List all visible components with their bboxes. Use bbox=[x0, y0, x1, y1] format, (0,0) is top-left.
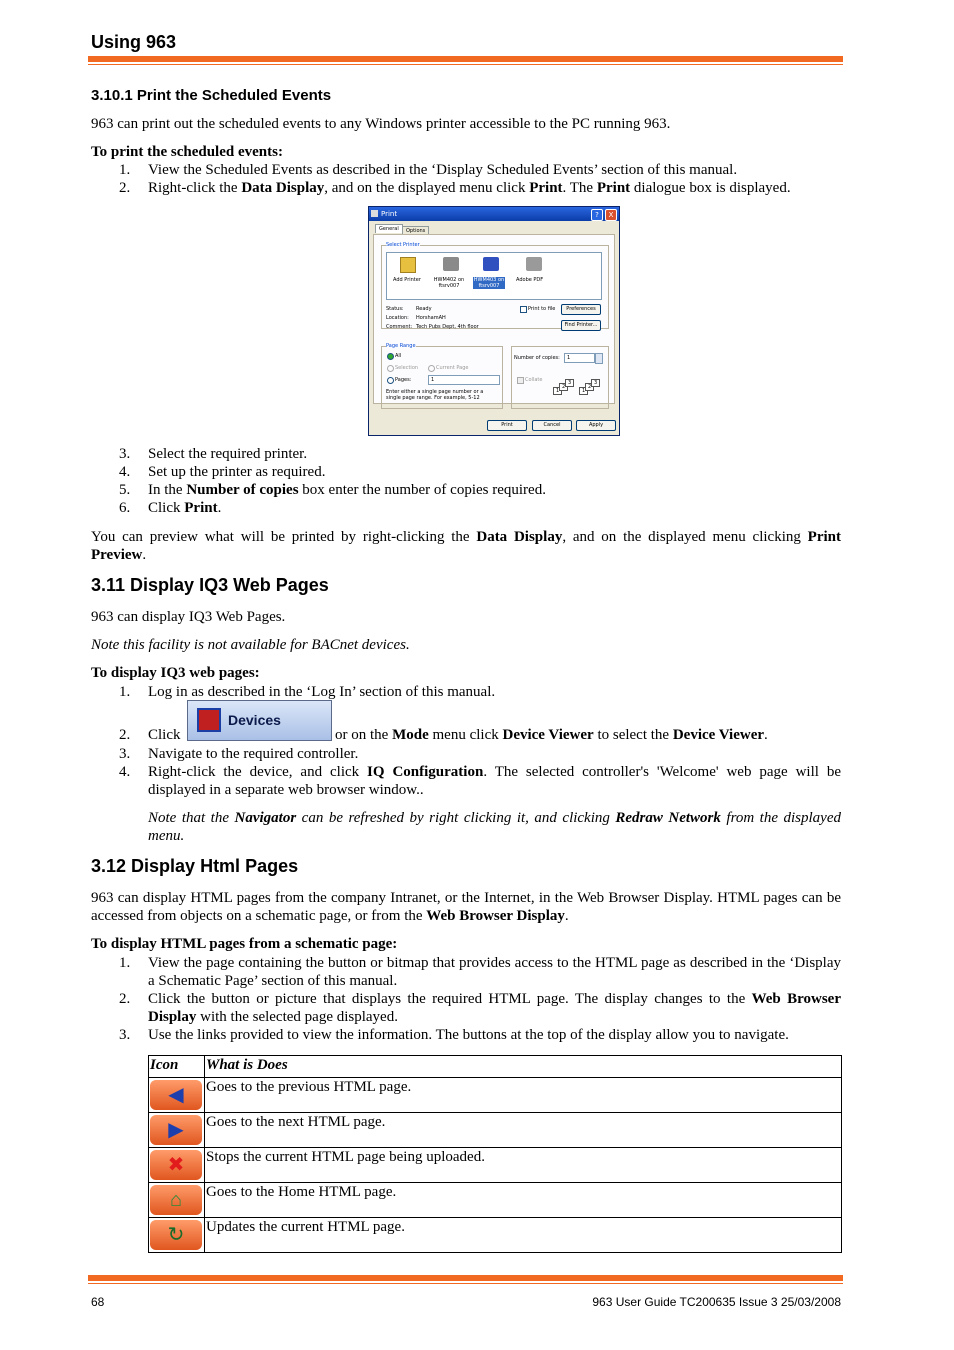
add-printer-icon[interactable] bbox=[400, 257, 416, 273]
icon-table bbox=[148, 1055, 842, 1253]
list-item-text: Click bbox=[148, 727, 181, 743]
list-item-number: 2. bbox=[119, 727, 131, 743]
list-item: 2. Click the button or picture that displays the required HTML page. The display changes to the Web Browser Display with the selected page displayed. bbox=[119, 991, 841, 1025]
collate-checkbox[interactable] bbox=[517, 377, 524, 384]
printer-name: Add Printer bbox=[393, 277, 421, 283]
list-item: 4. Set up the printer as required. bbox=[119, 464, 326, 480]
copies-label: Number of copies: bbox=[514, 355, 560, 361]
table-row bbox=[149, 1113, 842, 1148]
procedure-title: To display IQ3 web pages: bbox=[91, 665, 260, 681]
preferences-button[interactable]: Preferences bbox=[561, 304, 601, 315]
all-label: All bbox=[395, 353, 402, 359]
section-heading-3-10-1: 3.10.1 Print the Scheduled Events bbox=[91, 87, 332, 104]
table-row bbox=[149, 1148, 842, 1183]
devices-button-label: Devices bbox=[228, 712, 281, 728]
printer-icon bbox=[371, 210, 378, 217]
selection-radio[interactable] bbox=[387, 365, 394, 372]
printer-name: HWM402 on ftsrv007 bbox=[433, 277, 465, 289]
icon-cell bbox=[149, 1148, 205, 1183]
steps-list bbox=[91, 745, 841, 799]
footer-rule-thin bbox=[88, 1283, 843, 1284]
pages-radio[interactable] bbox=[387, 377, 394, 384]
list-item: 1. View the page containing the button or bitmap that provides access to the HTML page as described in the ‘Display a Schematic Page’ section of this manual. bbox=[119, 955, 841, 989]
tab-options[interactable]: Options bbox=[402, 226, 429, 236]
stop-icon[interactable]: ✖ bbox=[150, 1150, 202, 1180]
print-to-file-checkbox[interactable] bbox=[520, 306, 527, 313]
dialog-title: Print bbox=[381, 210, 398, 218]
location-label: Location: bbox=[386, 315, 409, 321]
note: Note this facility is not available for BACnet devices. bbox=[91, 637, 410, 653]
printer-icon[interactable] bbox=[483, 257, 499, 271]
back-arrow-icon[interactable]: ◀ bbox=[150, 1080, 202, 1110]
description-cell: Goes to the Home HTML page. bbox=[205, 1183, 842, 1218]
list-item: 3. Use the links provided to view the information. The buttons at the top of the display allow you to navigate. bbox=[119, 1027, 789, 1043]
list-item: 6. Click Print. bbox=[119, 500, 222, 516]
description-cell: Updates the current HTML page. bbox=[205, 1218, 842, 1253]
table-header-row bbox=[149, 1056, 842, 1078]
footer-rule bbox=[88, 1275, 843, 1281]
procedure-title: To print the scheduled events: bbox=[91, 144, 283, 160]
forward-arrow-icon[interactable]: ▶ bbox=[150, 1115, 202, 1145]
dialog-titlebar bbox=[369, 207, 619, 221]
running-header: Using 963 bbox=[91, 32, 177, 52]
printer-name-selected: HWM403 on ftsrv007 bbox=[473, 277, 505, 289]
collate-page: 2 bbox=[559, 383, 568, 391]
group-label: Select Printer bbox=[386, 242, 420, 248]
printer-name: Adobe PDF bbox=[516, 277, 544, 283]
icon-cell bbox=[149, 1078, 205, 1113]
print-dialog bbox=[368, 206, 620, 436]
collate-page: 3 bbox=[591, 379, 600, 387]
table-row bbox=[149, 1078, 842, 1113]
description-cell: Goes to the next HTML page. bbox=[205, 1113, 842, 1148]
current-page-radio[interactable] bbox=[428, 365, 435, 372]
header-rule bbox=[88, 56, 843, 62]
section-heading-3-11: 3.11 Display IQ3 Web Pages bbox=[91, 575, 329, 595]
page-range-hint: Enter either a single page number or a single page range. For example, 5-12 bbox=[386, 389, 484, 401]
printer-icon[interactable] bbox=[443, 257, 459, 271]
table-row bbox=[149, 1218, 842, 1253]
group-label: Page Range bbox=[386, 343, 416, 349]
refresh-icon[interactable]: ↻ bbox=[150, 1220, 202, 1250]
paragraph: You can preview what will be printed by right-clicking the Data Display, and on the displayed menu clicking Print Preview. bbox=[91, 529, 841, 563]
column-header: Icon bbox=[149, 1056, 205, 1078]
find-printer-button[interactable]: Find Printer... bbox=[561, 320, 601, 331]
steps-list bbox=[91, 954, 841, 1044]
copies-spinner[interactable] bbox=[595, 353, 603, 364]
page-number: 68 bbox=[91, 1295, 105, 1309]
print-button[interactable]: Print bbox=[487, 420, 527, 431]
icon-cell bbox=[149, 1218, 205, 1253]
collate-label: Collate bbox=[525, 377, 543, 383]
document-id: 963 User Guide TC200635 Issue 3 25/03/2008 bbox=[592, 1295, 841, 1309]
comment-label: Comment: bbox=[386, 324, 413, 330]
selection-label: Selection bbox=[395, 365, 419, 371]
procedure-title: To display HTML pages from a schematic page: bbox=[91, 936, 398, 952]
current-page-label: Current Page bbox=[436, 365, 469, 371]
steps-list bbox=[91, 445, 841, 517]
paragraph: 963 can display HTML pages from the company Intranet, or the Internet, in the Web Browser Display. HTML pages can be accessed from objects on a schematic page, or from the Web Browser Display. bbox=[91, 890, 841, 924]
paragraph: 963 can print out the scheduled events to any Windows printer accessible to the PC running 963. bbox=[91, 116, 671, 132]
section-heading-3-12: 3.12 Display Html Pages bbox=[91, 856, 299, 876]
icon-cell bbox=[149, 1113, 205, 1148]
print-to-file-label: Print to file bbox=[528, 306, 556, 312]
icon-cell bbox=[149, 1183, 205, 1218]
list-item: 5. In the Number of copies box enter the number of copies required. bbox=[119, 482, 546, 498]
description-cell: Goes to the previous HTML page. bbox=[205, 1078, 842, 1113]
column-header: What is Does bbox=[205, 1056, 842, 1078]
collate-page: 2 bbox=[585, 383, 594, 391]
pages-input[interactable]: 1 bbox=[428, 375, 500, 385]
collate-page: 3 bbox=[565, 379, 574, 387]
comment-value: Tech Pubs Dept, 4th floor bbox=[416, 324, 479, 330]
note: Note that the Navigator can be refreshed by right clicking it, and clicking Redraw Network from the displayed menu. bbox=[148, 810, 841, 844]
devices-button[interactable] bbox=[187, 700, 332, 741]
list-item-text: or on the Mode menu click Device Viewer to select the Device Viewer. bbox=[335, 727, 768, 743]
help-icon[interactable]: ? bbox=[591, 209, 603, 221]
tab-general[interactable]: General bbox=[375, 224, 403, 233]
devices-icon bbox=[197, 708, 221, 732]
table-row bbox=[149, 1183, 842, 1218]
collate-page: 1 bbox=[579, 387, 588, 395]
location-value: HorshamAH bbox=[416, 315, 446, 321]
close-icon[interactable]: X bbox=[605, 209, 617, 221]
list-item: 1. Log in as described in the ‘Log In’ section of this manual. bbox=[119, 684, 496, 700]
description-cell: Stops the current HTML page being uploaded. bbox=[205, 1148, 842, 1183]
printer-icon[interactable] bbox=[526, 257, 542, 271]
copies-input[interactable]: 1 bbox=[564, 353, 595, 363]
apply-button[interactable]: Apply bbox=[576, 420, 616, 431]
status-label: Status: bbox=[386, 306, 404, 312]
steps-list bbox=[91, 161, 841, 197]
all-radio[interactable] bbox=[387, 353, 394, 360]
list-item: 2. Right-click the Data Display, and on the displayed menu click Print. The Print dialogue box is displayed. bbox=[119, 180, 791, 196]
header-rule-thin bbox=[88, 64, 843, 65]
list-item: 4. Right-click the device, and click IQ Configuration. The selected controller's 'Welcome' web page will be displayed in a separate web browser window.. bbox=[119, 764, 841, 798]
list-item: 1. View the Scheduled Events as described in the ‘Display Scheduled Events’ section of this manual. bbox=[119, 162, 738, 178]
cancel-button[interactable]: Cancel bbox=[532, 420, 572, 431]
list-item: 3. Select the required printer. bbox=[119, 446, 308, 462]
status-value: Ready bbox=[416, 306, 432, 312]
home-icon[interactable]: ⌂ bbox=[150, 1185, 202, 1215]
list-item: 3. Navigate to the required controller. bbox=[119, 746, 359, 762]
paragraph: 963 can display IQ3 Web Pages. bbox=[91, 609, 286, 625]
pages-label: Pages: bbox=[395, 377, 412, 383]
collate-page: 1 bbox=[553, 387, 562, 395]
